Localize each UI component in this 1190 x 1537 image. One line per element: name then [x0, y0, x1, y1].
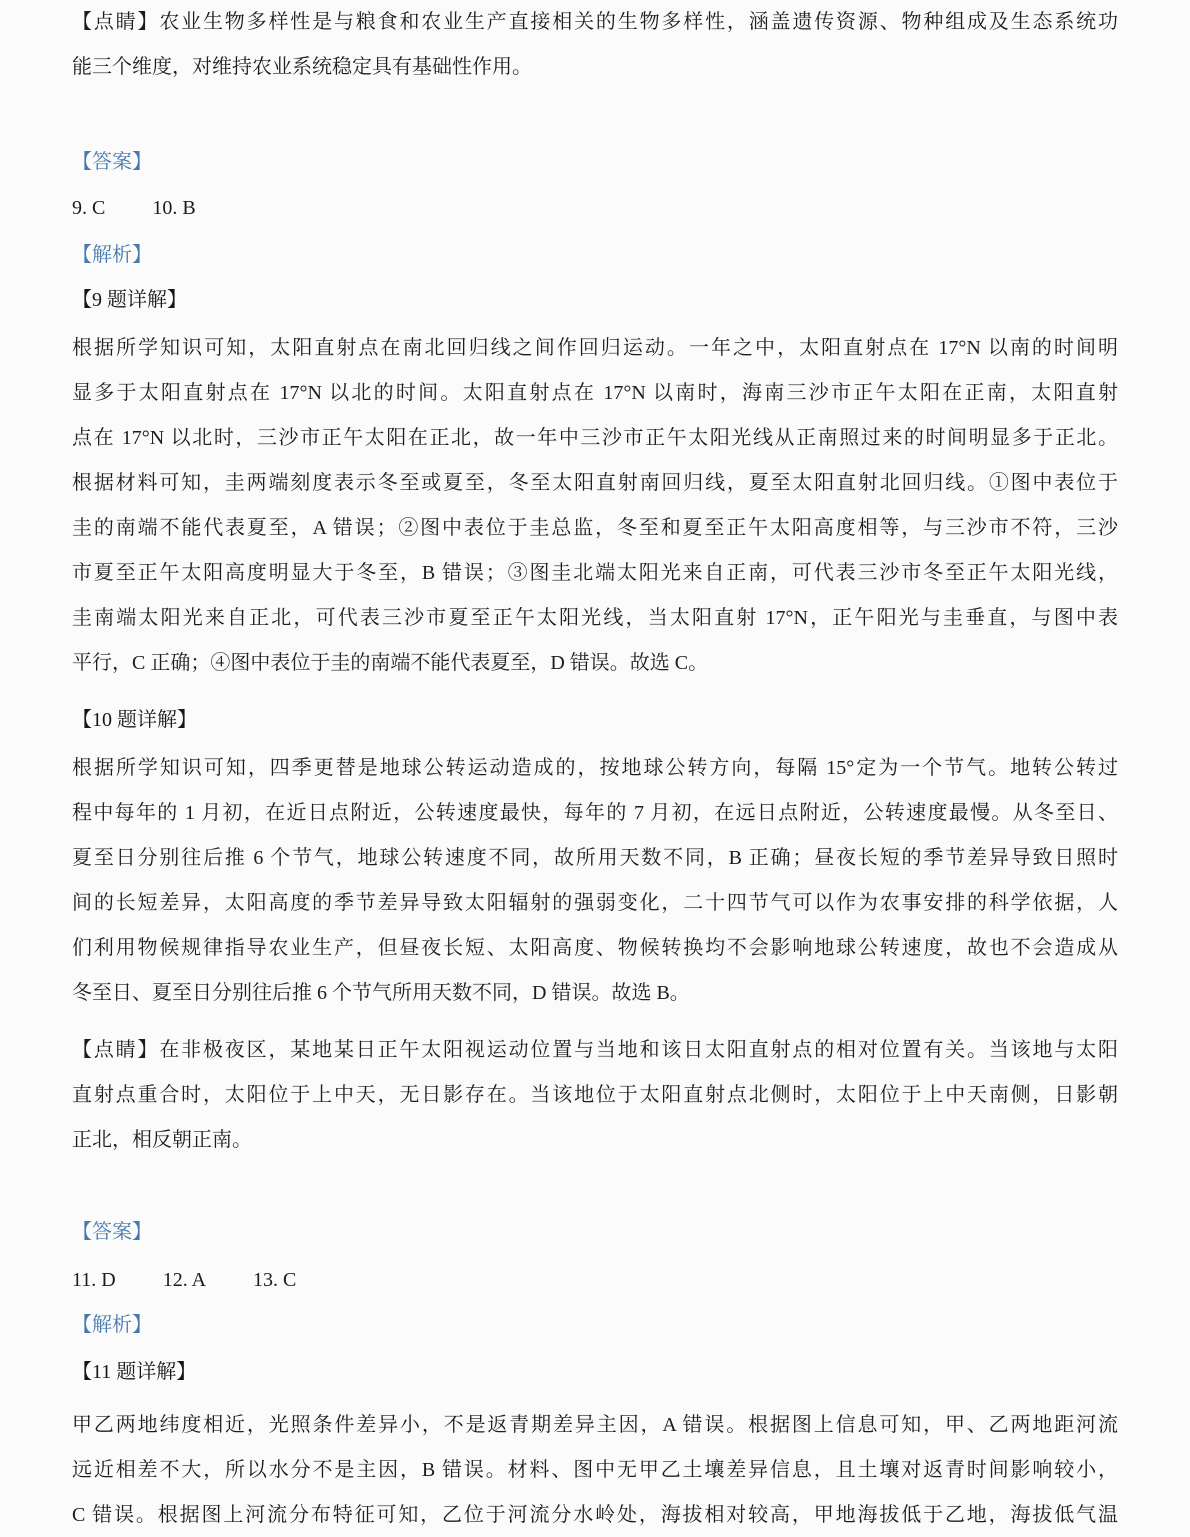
text-line: C 错误。根据图上河流分布特征可知，乙位于河流分水岭处，海拔相对较高，甲地海拔低于乙地，海拔低气温 — [72, 1504, 1118, 1526]
question-9-explanation — [72, 326, 1118, 686]
text-line: 夏至日分别往后推 6 个节气，地球公转速度不同，故所用天数不同，B 正确；昼夜长短的季节差异导致日照时 — [72, 847, 1118, 869]
answer-list-1 — [72, 186, 1118, 231]
analysis-heading-2 — [72, 1303, 1118, 1348]
text-line: 能三个维度，对维持农业系统稳定具有基础性作用。 — [72, 56, 532, 78]
text-line: 【点睛】在非极夜区，某地某日正午太阳视运动位置与当地和该日太阳直射点的相对位置有关。当该地与太阳 — [72, 1039, 1118, 1061]
text-line: 甲乙两地纬度相近，光照条件差异小，不是返青期差异主因，A 错误。根据图上信息可知，甲、乙两地距河流 — [72, 1414, 1118, 1436]
question-11-detail-heading — [72, 1350, 1118, 1395]
answer-item: 11. D — [72, 1269, 116, 1291]
answer-item: 12. A — [162, 1269, 207, 1291]
answer-item: 9. C — [72, 197, 106, 219]
text-line: 冬至日、夏至日分别往后推 6 个节气所用天数不同，D 错误。故选 B。 — [72, 982, 690, 1004]
text-line: 平行，C 正确；④图中表位于圭的南端不能代表夏至，D 错误。故选 C。 — [72, 652, 709, 674]
text-line: 市夏至正午太阳高度明显大于冬至，B 错误；③图圭北端太阳光来自正南，可代表三沙市冬至正午太阳光线， — [72, 562, 1118, 584]
text-line: 们利用物候规律指导农业生产，但昼夜长短、太阳高度、物候转换均不会影响地球公转速度，故也不会造成从 — [72, 937, 1118, 959]
question-10-explanation — [72, 746, 1118, 1016]
text-line: 正北，相反朝正南。 — [72, 1129, 252, 1151]
text-line: 点在 17°N 以北时，三沙市正午太阳在正北，故一年中三沙市正午太阳光线从正南照过来的时间明显多于正北。 — [72, 427, 1118, 449]
detail-heading-label: 【9 题详解】 — [72, 289, 187, 311]
answer-list-2 — [72, 1258, 1118, 1303]
detail-heading-label: 【10 题详解】 — [72, 709, 197, 731]
text-line: 程中每年的 1 月初，在近日点附近，公转速度最快，每年的 7 月初，在远日点附近，公转速度最慢。从冬至日、 — [72, 802, 1118, 824]
text-line: 根据所学知识可知，太阳直射点在南北回归线之间作回归运动。一年之中，太阳直射点在 17°N 以南的时间明 — [72, 337, 1118, 359]
answer-heading-label: 【答案】 — [72, 151, 152, 173]
text-line: 【点睛】农业生物多样性是与粮食和农业生产直接相关的生物多样性，涵盖遗传资源、物种组成及生态系统功 — [72, 11, 1118, 33]
text-line: 远近相差不大，所以水分不是主因，B 错误。材料、图中无甲乙土壤差异信息，且土壤对返青时间影响较小， — [72, 1459, 1118, 1481]
highlight-note-2 — [72, 1028, 1118, 1163]
answer-item: 13. C — [253, 1269, 297, 1291]
answer-item: 10. B — [152, 197, 196, 219]
question-10-detail-heading — [72, 698, 1118, 743]
text-line: 显多于太阳直射点在 17°N 以北的时间。太阳直射点在 17°N 以南时，海南三沙市正午太阳在正南，太阳直射 — [72, 382, 1118, 404]
text-line: 根据所学知识可知，四季更替是地球公转运动造成的，按地球公转方向，每隔 15°定为一个节气。地转公转过 — [72, 757, 1118, 779]
text-line: 间的长短差异，太阳高度的季节差异导致太阳辐射的强弱变化，二十四节气可以作为农事安排的科学依据，人 — [72, 892, 1118, 914]
text-line: 根据材料可知，圭两端刻度表示冬至或夏至，冬至太阳直射南回归线，夏至太阳直射北回归线。①图中表位于 — [72, 472, 1118, 494]
analysis-heading-label: 【解析】 — [72, 244, 152, 266]
text-line: 直射点重合时，太阳位于上中天，无日影存在。当该地位于太阳直射点北侧时，太阳位于上中天南侧，日影朝 — [72, 1084, 1118, 1106]
text-line: 圭的南端不能代表夏至，A 错误；②图中表位于圭总监，冬至和夏至正午太阳高度相等，与三沙市不符，三沙 — [72, 517, 1118, 539]
answer-heading-1 — [72, 140, 1118, 185]
answer-heading-label: 【答案】 — [72, 1221, 152, 1243]
question-9-detail-heading — [72, 278, 1118, 323]
highlight-note-1 — [72, 0, 1118, 90]
text-line: 圭南端太阳光来自正北，可代表三沙市夏至正午太阳光线，当太阳直射 17°N，正午阳光与圭垂直，与图中表 — [72, 607, 1118, 629]
detail-heading-label: 【11 题详解】 — [72, 1361, 197, 1383]
answer-heading-2 — [72, 1210, 1118, 1255]
question-11-explanation — [72, 1403, 1118, 1537]
analysis-heading-1 — [72, 233, 1118, 278]
analysis-heading-label: 【解析】 — [72, 1314, 152, 1336]
